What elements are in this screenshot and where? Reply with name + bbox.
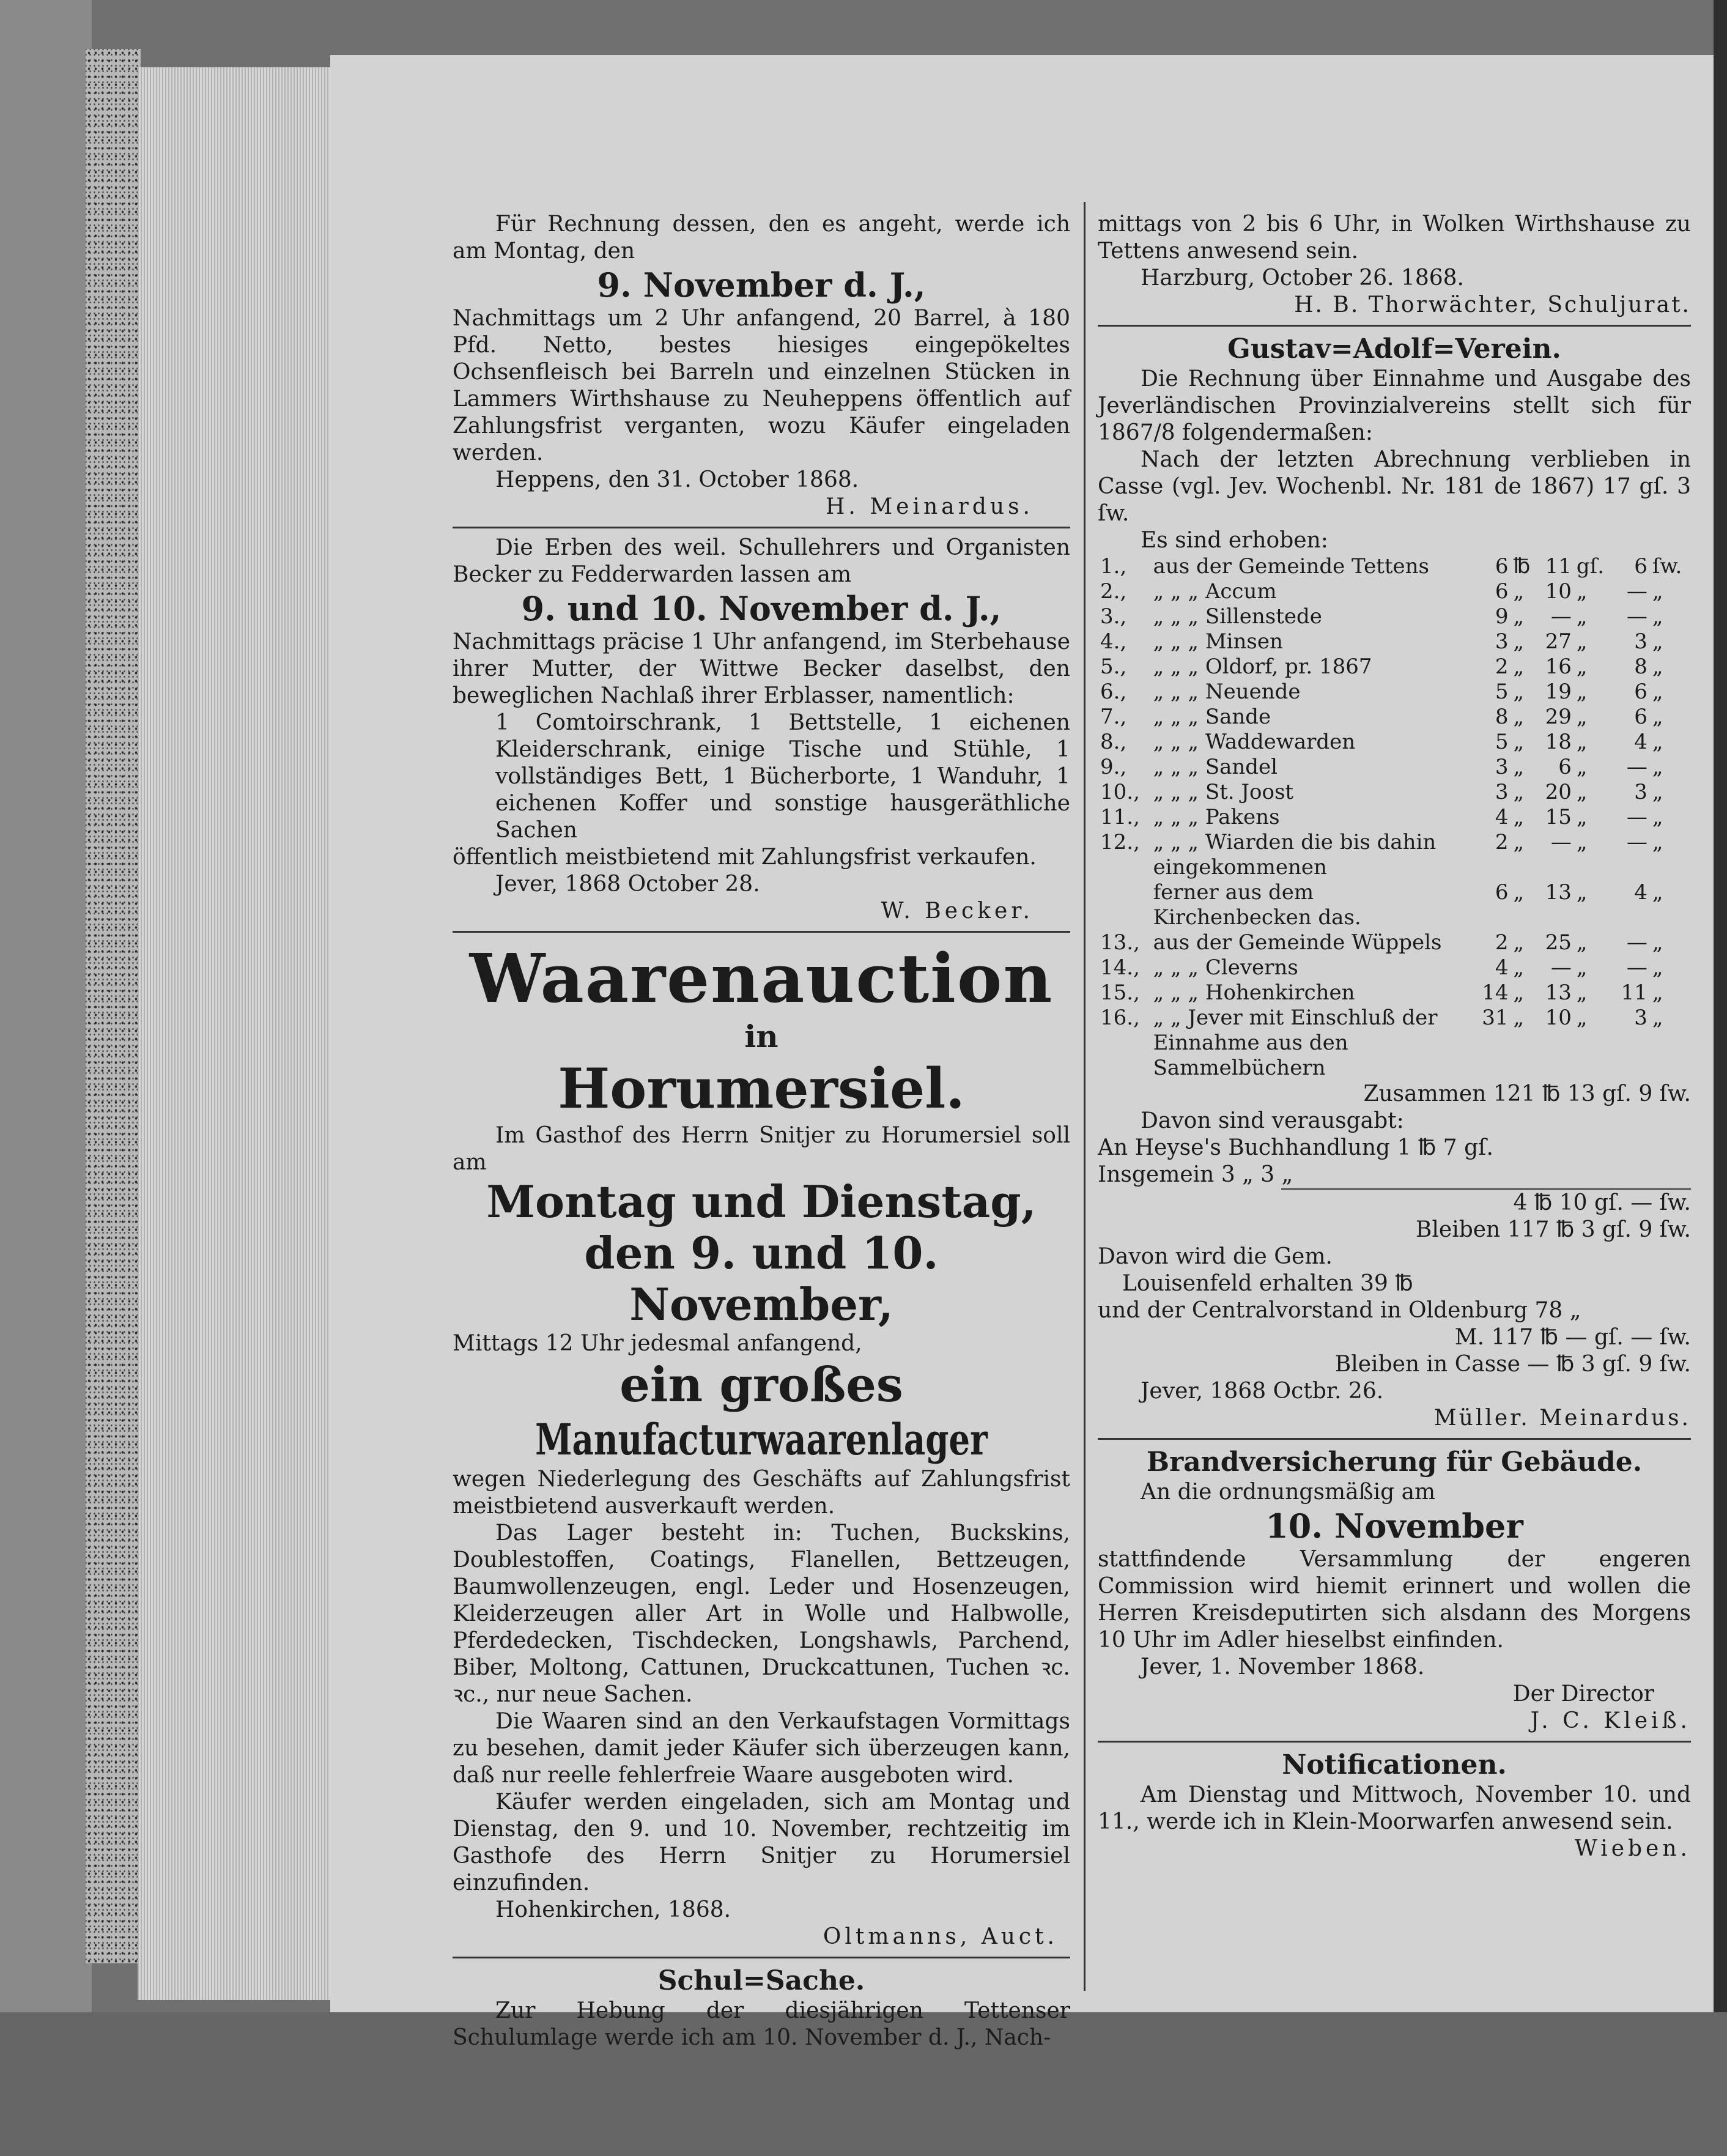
gav-cell: 2., xyxy=(1100,579,1127,604)
gav-income-row xyxy=(1098,980,1691,1006)
cont-signature: H. B. Thorwächter, Schuljurat. xyxy=(1294,292,1691,317)
gav-income-row xyxy=(1098,755,1691,780)
right-column xyxy=(1098,211,1691,1862)
gav-cell: „ xyxy=(1652,1006,1663,1030)
gav-cell: „ xyxy=(1576,680,1588,704)
gav-intro: Die Rechnung über Einnahme und Ausgabe des Jeverländischen Provinzialvereins stellt sich für 1867/8 folgendermaßen: xyxy=(1098,366,1691,445)
gav-cell: „ xyxy=(1652,755,1663,779)
gav-income-row xyxy=(1098,680,1691,705)
gav-spent-total: 4 ℔ 10 gſ. — ſw. xyxy=(1281,1188,1691,1217)
gav-cell: 4 xyxy=(1634,730,1647,754)
gav-cell: „ „ „ Waddewarden xyxy=(1153,730,1356,754)
gav-cell: 3., xyxy=(1100,604,1127,629)
separator xyxy=(1098,1741,1691,1743)
gav-cell: 18 xyxy=(1545,730,1572,754)
gav-cell: 5 xyxy=(1495,680,1509,704)
gav-cell: „ xyxy=(1652,930,1663,955)
gav-cell: 3 xyxy=(1634,629,1647,654)
ad1-body: Nachmittags um 2 Uhr anfangend, 20 Barrel, à 180 Pfd. Netto, bestes hiesiges eingepökeltes Ochsenfleisch bei Barreln und einzelnen Stücken in Lammers Wirthshause zu Neuheppens öffentlich auf Zahlungsfrist verganten, wozu Käufer eingeladen werden. xyxy=(453,306,1070,465)
gav-place-date: Jever, 1868 Octbr. 26. xyxy=(1141,1379,1384,1404)
gav-cell: „ xyxy=(1576,980,1588,1005)
gav-cell: 9 xyxy=(1495,604,1509,629)
gav-income-row xyxy=(1098,579,1691,604)
gav-cell: „ xyxy=(1513,930,1525,955)
gav-cell: 9., xyxy=(1100,755,1127,779)
gav-cell: „ xyxy=(1652,955,1663,980)
gav-cell: — xyxy=(1550,955,1572,980)
brand-title: Brandversicherung für Gebäude. xyxy=(1146,1447,1643,1478)
gav-cell: 6 xyxy=(1634,554,1647,579)
gav-prev: Nach der letzten Abrechnung verblieben in Casse (vgl. Jev. Wochenbl. Nr. 181 de 1867) 17 gſ. 3 ſw. xyxy=(1098,447,1691,526)
gav-cell: 12., xyxy=(1100,830,1140,854)
gav-cell: — xyxy=(1550,604,1572,629)
gav-income-row xyxy=(1098,880,1691,930)
gav-cell: — xyxy=(1626,579,1647,604)
left-column xyxy=(453,211,1070,2051)
gav-cell: 1., xyxy=(1100,554,1127,579)
gav-cell: 13 xyxy=(1545,980,1572,1005)
gav-cell: „ xyxy=(1576,880,1588,905)
gav-cell: „ xyxy=(1513,604,1525,629)
gav-cell: „ xyxy=(1513,680,1525,704)
gav-cell: „ xyxy=(1513,805,1525,829)
gav-cell: „ xyxy=(1513,755,1525,779)
gav-cell: „ xyxy=(1513,1006,1525,1030)
separator xyxy=(453,1957,1070,1958)
cont-date: Harzburg, October 26. 1868. xyxy=(1141,265,1464,291)
ad2-signature: W. Becker. xyxy=(881,898,1034,924)
gav-cell: „ „ „ Sande xyxy=(1153,705,1271,729)
gav-cell: „ xyxy=(1576,730,1588,754)
background-left xyxy=(0,0,92,2156)
gav-gets2: und der Centralvorstand in Oldenburg 78 „ xyxy=(1098,1298,1581,1323)
separator xyxy=(1098,1438,1691,1440)
gav-income-row xyxy=(1098,1006,1691,1081)
gav-income-row xyxy=(1098,780,1691,805)
gav-income-row xyxy=(1098,930,1691,955)
gav-cell: aus der Gemeinde Tettens xyxy=(1153,554,1429,579)
gav-cell: „ „ „ St. Joost xyxy=(1153,780,1294,804)
gav-cell: ferner aus dem Kirchenbecken das. xyxy=(1153,880,1361,930)
gav-cell: 8 xyxy=(1634,654,1647,679)
gav-cell: 6 xyxy=(1495,880,1509,905)
gav-cell: „ xyxy=(1513,730,1525,754)
gav-cell: „ „ „ Sandel xyxy=(1153,755,1278,779)
gav-cell: 27 xyxy=(1545,629,1572,654)
gav-cell: 13., xyxy=(1100,930,1140,955)
gav-cell: „ xyxy=(1652,830,1663,854)
gav-cell: „ „ „ Neuende xyxy=(1153,680,1301,704)
gav-income-row xyxy=(1098,604,1691,629)
gav-income-row xyxy=(1098,805,1691,830)
gav-cell: 8., xyxy=(1100,730,1127,754)
gav-cell: „ „ „ Oldorf, pr. 1867 xyxy=(1153,654,1372,679)
gav-remain: Bleiben 117 ℔ 3 gſ. 9 ſw. xyxy=(1415,1217,1691,1242)
gav-cell: „ xyxy=(1513,880,1525,905)
gav-cell: 19 xyxy=(1545,680,1572,704)
notif-signature: Wieben. xyxy=(1574,1836,1691,1861)
gav-cell: „ xyxy=(1513,629,1525,654)
gav-cell: „ xyxy=(1576,705,1588,729)
ad1-intro: Für Rechnung dessen, den es angeht, werde ich am Montag, den xyxy=(453,212,1070,264)
gav-cell: „ xyxy=(1652,980,1663,1005)
gav-cell: 10 xyxy=(1545,1006,1572,1030)
gav-spent2: Insgemein 3 „ 3 „ xyxy=(1098,1162,1293,1187)
gav-cell: „ xyxy=(1513,955,1525,980)
gav-cell: „ „ „ Cleverns xyxy=(1153,955,1298,980)
gav-cell: gſ. xyxy=(1576,554,1605,579)
gav-cell: ℔ xyxy=(1513,554,1531,579)
gav-cell: 11., xyxy=(1100,805,1140,829)
gav-cell: „ xyxy=(1576,805,1588,829)
ad3-place-date: Hohenkirchen, 1868. xyxy=(495,1897,731,1922)
gav-income-row xyxy=(1098,705,1691,730)
ad3-view: Die Waaren sind an den Verkaufstagen Vormittags zu besehen, damit jeder Käufer sich überzeugen kann, daß nur reelle fehlerfreie Waare ausgeboten wird. xyxy=(453,1709,1070,1788)
gav-cell: „ xyxy=(1576,830,1588,854)
gav-cell: 6 xyxy=(1495,579,1509,604)
gav-cell: „ xyxy=(1576,1006,1588,1030)
gav-cell: „ xyxy=(1652,705,1663,729)
gav-income-table xyxy=(1098,554,1691,1081)
brand-body: stattfindende Versammlung der engeren Commission wird hiemit erinnert und wollen die Herren Kreisdeputirten sich alsdann des Morgens 10 Uhr im Adler hieselbst einfinden. xyxy=(1098,1547,1691,1653)
cont-text: mittags von 2 bis 6 Uhr, in Wolken Wirthshause zu Tettens anwesend sein. xyxy=(1098,212,1691,264)
gav-cell: 13 xyxy=(1545,880,1572,905)
gav-gets1: Louisenfeld erhalten 39 ℔ xyxy=(1122,1271,1413,1296)
gav-cell: 10 xyxy=(1545,579,1572,604)
brand-intro: An die ordnungsmäßig am xyxy=(1141,1480,1436,1505)
ad1-place-date: Heppens, den 31. October 1868. xyxy=(495,467,859,492)
ad2-intro: Die Erben des weil. Schullehrers und Organisten Becker zu Fedderwarden lassen am xyxy=(453,535,1070,587)
gav-cell: 6., xyxy=(1100,680,1127,704)
gav-cell: „ xyxy=(1576,629,1588,654)
ad3-dates: den 9. und 10. November, xyxy=(584,1227,939,1330)
separator xyxy=(1098,325,1691,327)
gav-cell: „ xyxy=(1652,654,1663,679)
brand-signature: J. C. Kleiß. xyxy=(1530,1708,1691,1733)
gav-cell: „ xyxy=(1513,980,1525,1005)
gav-spent1: An Heyse's Buchhandlung 1 ℔ 7 gſ. xyxy=(1098,1135,1493,1160)
gav-cell: 4 xyxy=(1495,805,1509,829)
gav-cell: „ xyxy=(1513,830,1525,854)
gav-cell: 3 xyxy=(1634,780,1647,804)
brand-place-date: Jever, 1. November 1868. xyxy=(1141,1654,1425,1680)
gav-cell: 4 xyxy=(1634,880,1647,905)
gav-cell: 11 xyxy=(1621,980,1647,1005)
ad3-place: Horumersiel. xyxy=(558,1056,965,1121)
gav-spent-head: Davon sind verausgabt: xyxy=(1141,1108,1404,1133)
gav-cell: 6 xyxy=(1634,705,1647,729)
gav-cell: „ „ Jever mit Einschluß der Einnahme aus den Sammelbüchern xyxy=(1153,1006,1438,1080)
gav-cell: 29 xyxy=(1545,705,1572,729)
gav-cell: „ xyxy=(1652,880,1663,905)
gav-income-row xyxy=(1098,730,1691,755)
gav-income-row xyxy=(1098,554,1691,579)
gav-cell: — xyxy=(1626,955,1647,980)
gav-cell: — xyxy=(1626,755,1647,779)
gav-cell: „ xyxy=(1652,730,1663,754)
gav-cell: „ „ „ Accum xyxy=(1153,579,1277,604)
gav-cell: „ xyxy=(1652,604,1663,629)
ad-waarenauction xyxy=(453,939,1070,1950)
ad3-intro: Im Gasthof des Herrn Snitjer zu Horumersiel soll am xyxy=(453,1123,1070,1175)
ad2-closing: öffentlich meistbietend mit Zahlungsfrist verkaufen. xyxy=(453,845,1037,870)
gav-cell: — xyxy=(1550,830,1572,854)
gav-cell: „ xyxy=(1652,579,1663,604)
gav-cell: 14 xyxy=(1482,980,1509,1005)
ad2-body: Nachmittags präcise 1 Uhr anfangend, im Sterbehause ihrer Mutter, der Wittwe Becker daselbst, den beweglichen Nachlaß ihrer Erblasser, namentlich: xyxy=(453,629,1070,708)
gav-cell: ſw. xyxy=(1652,554,1682,579)
gav-cell: 7., xyxy=(1100,705,1127,729)
gav-cell: „ xyxy=(1513,780,1525,804)
brandversicherung xyxy=(1098,1446,1691,1735)
notificationen xyxy=(1098,1749,1691,1862)
gav-total: Zusammen 121 ℔ 13 gſ. 9 ſw. xyxy=(1363,1081,1691,1106)
gav-cell: 31 xyxy=(1482,1006,1509,1030)
brand-date: 10. November xyxy=(1265,1506,1523,1546)
ad3-in: in xyxy=(744,1018,778,1054)
gav-income-row xyxy=(1098,830,1691,880)
gav-cell: „ xyxy=(1652,680,1663,704)
ad3-reason: wegen Niederlegung des Geschäfts auf Zahlungsfrist meistbietend ausverkauft werden. xyxy=(453,1467,1070,1519)
ad3-time: Mittags 12 Uhr jedesmal anfangend, xyxy=(453,1331,862,1356)
gav-cell: 16., xyxy=(1100,1006,1140,1030)
gav-gets-total: M. 117 ℔ — gſ. — ſw. xyxy=(1454,1325,1691,1350)
gav-cell: „ xyxy=(1576,579,1588,604)
gav-cell: — xyxy=(1626,604,1647,629)
gav-cell: 6 xyxy=(1558,755,1572,779)
gav-cell: 6 xyxy=(1634,680,1647,704)
ad3-invite: Käufer werden eingeladen, sich am Montag und Dienstag, den 9. und 10. November, rechtzeitig im Gasthofe des Herrn Snitjer zu Horumersiel einzufinden. xyxy=(453,1790,1070,1895)
ad1-signature: H. Meinardus. xyxy=(826,494,1034,519)
gav-cell: „ xyxy=(1576,755,1588,779)
gav-cell: 25 xyxy=(1545,930,1572,955)
gav-cell: 14., xyxy=(1100,955,1140,980)
gav-cell: „ „ „ Wiarden die bis dahin eingekommenen xyxy=(1153,830,1437,880)
ad3-big2: Manufacturwaarenlager xyxy=(535,1414,988,1465)
gav-cell: „ xyxy=(1576,930,1588,955)
ad-nachlass xyxy=(453,535,1070,925)
gav-cell: — xyxy=(1626,805,1647,829)
ad3-days: Montag und Dienstag, xyxy=(486,1176,1037,1228)
gav-gets-head: Davon wird die Gem. xyxy=(1098,1244,1333,1269)
ad-schulsache xyxy=(453,1965,1070,2051)
ad4-title: Schul=Sache. xyxy=(657,1965,865,1996)
gav-cell: 16 xyxy=(1545,654,1572,679)
gav-cell: 2 xyxy=(1495,930,1509,955)
gav-cell: 8 xyxy=(1495,705,1509,729)
gav-cell: „ „ „ Sillenstede xyxy=(1153,604,1322,629)
notif-body: Am Dienstag und Mittwoch, November 10. und 11., werde ich in Klein-Moorwarfen anwesend sein. xyxy=(1098,1782,1691,1834)
gav-cell: „ xyxy=(1576,955,1588,980)
gav-cell: — xyxy=(1626,830,1647,854)
ad2-date: 9. und 10. November d. J., xyxy=(521,589,1002,628)
gav-erhoben: Es sind erhoben: xyxy=(1141,528,1328,553)
gav-cell: 5., xyxy=(1100,654,1127,679)
gav-cell: 3 xyxy=(1634,1006,1647,1030)
gav-cell: „ xyxy=(1652,629,1663,654)
gav-cell: — xyxy=(1626,930,1647,955)
book-cover-edge xyxy=(86,49,141,1963)
gav-cell: „ xyxy=(1513,654,1525,679)
gav-income-row xyxy=(1098,629,1691,654)
gav-cell: „ xyxy=(1652,805,1663,829)
ad3-signature: Oltmanns, Auct. xyxy=(823,1924,1058,1949)
separator xyxy=(453,527,1070,528)
gav-cell: 3 xyxy=(1495,629,1509,654)
gav-cell: aus der Gemeinde Wüppels xyxy=(1153,930,1442,955)
page-stack-edges xyxy=(138,67,333,2000)
ad2-place-date: Jever, 1868 October 28. xyxy=(495,872,760,897)
gav-cell: 2 xyxy=(1495,830,1509,854)
gav-cell: „ xyxy=(1576,654,1588,679)
separator xyxy=(453,931,1070,933)
notif-title: Notificationen. xyxy=(1282,1749,1507,1780)
gav-cell: 4 xyxy=(1495,955,1509,980)
gav-cell: „ xyxy=(1576,604,1588,629)
gav-income-row xyxy=(1098,955,1691,980)
gav-cell: 10., xyxy=(1100,780,1140,804)
ad3-stock: Das Lager besteht in: Tuchen, Buckskins, Doublestoffen, Coatings, Flanellen, Bettzeugen, Baumwollenzeugen, engl. Leder und Hosenzeugen, Kleiderzeugen aller Art in Wolle und Halbwolle, Pferdedecken, Tischdecken, Longshawls, Parchend, Biber, Moltong, Cattunen, Druckcattunen, Tuchen ꝛc. ꝛc., nur neue Sachen. xyxy=(453,1521,1070,1707)
gav-cell: „ „ „ Hohenkirchen xyxy=(1153,980,1355,1005)
gav-cell: „ xyxy=(1513,705,1525,729)
gav-cell: 20 xyxy=(1545,780,1572,804)
ad3-title: Waarenauction xyxy=(469,939,1054,1018)
brand-role: Der Director xyxy=(1512,1681,1654,1706)
gav-cell xyxy=(1098,880,1151,930)
gav-signature: Müller. Meinardus. xyxy=(1433,1406,1691,1431)
gav-cell: 6 xyxy=(1495,554,1509,579)
right-shadow xyxy=(1714,0,1727,2156)
gav-cell: 5 xyxy=(1495,730,1509,754)
gav-cash: Bleiben in Casse — ℔ 3 gſ. 9 ſw. xyxy=(1334,1352,1691,1377)
ad3-big1: ein großes xyxy=(619,1357,903,1413)
ad4-body: Zur Hebung der diesjährigen Tettenser Schulumlage werde ich am 10. November d. J., Nach- xyxy=(453,1998,1070,2050)
gav-cell: „ „ „ Minsen xyxy=(1153,629,1283,654)
ad1-date: 9. November d. J., xyxy=(597,265,926,305)
gav-cell: 15 xyxy=(1545,805,1572,829)
gav-cell: „ xyxy=(1576,780,1588,804)
gav-cell: 3 xyxy=(1495,755,1509,779)
gav-income-row xyxy=(1098,654,1691,680)
gav-cell: „ xyxy=(1513,579,1525,604)
gav-cell: 15., xyxy=(1100,980,1140,1005)
gav-cell: „ xyxy=(1652,780,1663,804)
gav-cell: 2 xyxy=(1495,654,1509,679)
gav-cell: 11 xyxy=(1545,554,1572,579)
gav-title: Gustav=Adolf=Verein. xyxy=(1227,333,1561,365)
ad2-items: 1 Comtoirschrank, 1 Bettstelle, 1 eichenen Kleiderschrank, einige Tische und Stühle, 1 vollständiges Bett, 1 Bücherborte, 1 Wanduhr, 1 eichenen Koffer und sonstige hausgeräthliche Sachen xyxy=(495,710,1070,843)
gav-cell: 3 xyxy=(1495,780,1509,804)
gav-cell: 4., xyxy=(1100,629,1127,654)
gustav-adolf-verein xyxy=(1098,333,1691,1432)
ad-ochsenfleisch xyxy=(453,211,1070,520)
gav-cell: „ „ „ Pakens xyxy=(1153,805,1280,829)
column-divider xyxy=(1084,202,1085,1991)
